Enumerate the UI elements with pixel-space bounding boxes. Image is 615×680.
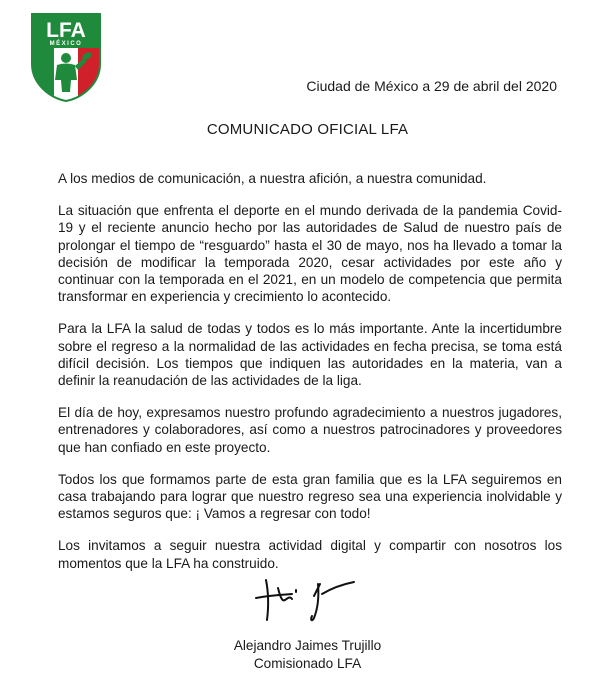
letter-body [58, 170, 562, 587]
paragraph: El día de hoy, expresamos nuestro profundo agradecimiento a nuestros jugadores, entrenadores y colaboradores, así como a nuestros patrocinadores y proveedores que han confiado en este proyecto. [58, 405, 562, 455]
paragraph: La situación que enfrenta el deporte en el mundo derivada de la pandemia Covid-19 y el reciente anuncio hecho por las autoridades de Salud de nuestro país de prolongar el tiempo de “resguardo” hasta el 30 de mayo, nos ha llevado a tomar la decisión de modificar la temporada 2020, cesar actividades por este año y continuar con la temporada en el 2021, en un modelo de competencia que permita transformar en experiencia y crecimiento lo acontecido. [58, 203, 562, 305]
document-title: COMUNICADO OFICIAL LFA [206, 121, 409, 138]
paragraph: A los medios de comunicación, a nuestra afición, a nuestra comunidad. [58, 171, 487, 186]
handwritten-signature [252, 574, 367, 624]
signatory-role: Comisionado LFA [253, 656, 362, 671]
paragraph: Los invitamos a seguir nuestra actividad digital y compartir con nosotros los momentos que la LFA ha construido. [58, 538, 562, 571]
paragraph: Todos los que formamos parte de esta gran familia que es la LFA seguiremos en casa trabajando para lograr que nuestro regreso sea una experiencia inolvidable y estamos seguros que: ¡ Vamos a regresar con todo! [58, 471, 562, 522]
logo-text: LFA [46, 19, 86, 42]
lfa-logo [30, 12, 102, 102]
logo-subtext: MÉXICO [49, 41, 83, 47]
date-line: Ciudad de México a 29 de abril del 2020 [306, 78, 557, 94]
paragraph: Para la LFA la salud de todas y todos es lo más importante. Ante la incertidumbre sobre el regreso a la normalidad de las actividades en fecha precisa, se toma está difícil decisión. Los tiempos que indiquen las autoridades en la materia, van a definir la reanudación de las actividades de la liga. [58, 321, 562, 389]
signatory-name: Alejandro Jaimes Trujillo [233, 638, 382, 653]
